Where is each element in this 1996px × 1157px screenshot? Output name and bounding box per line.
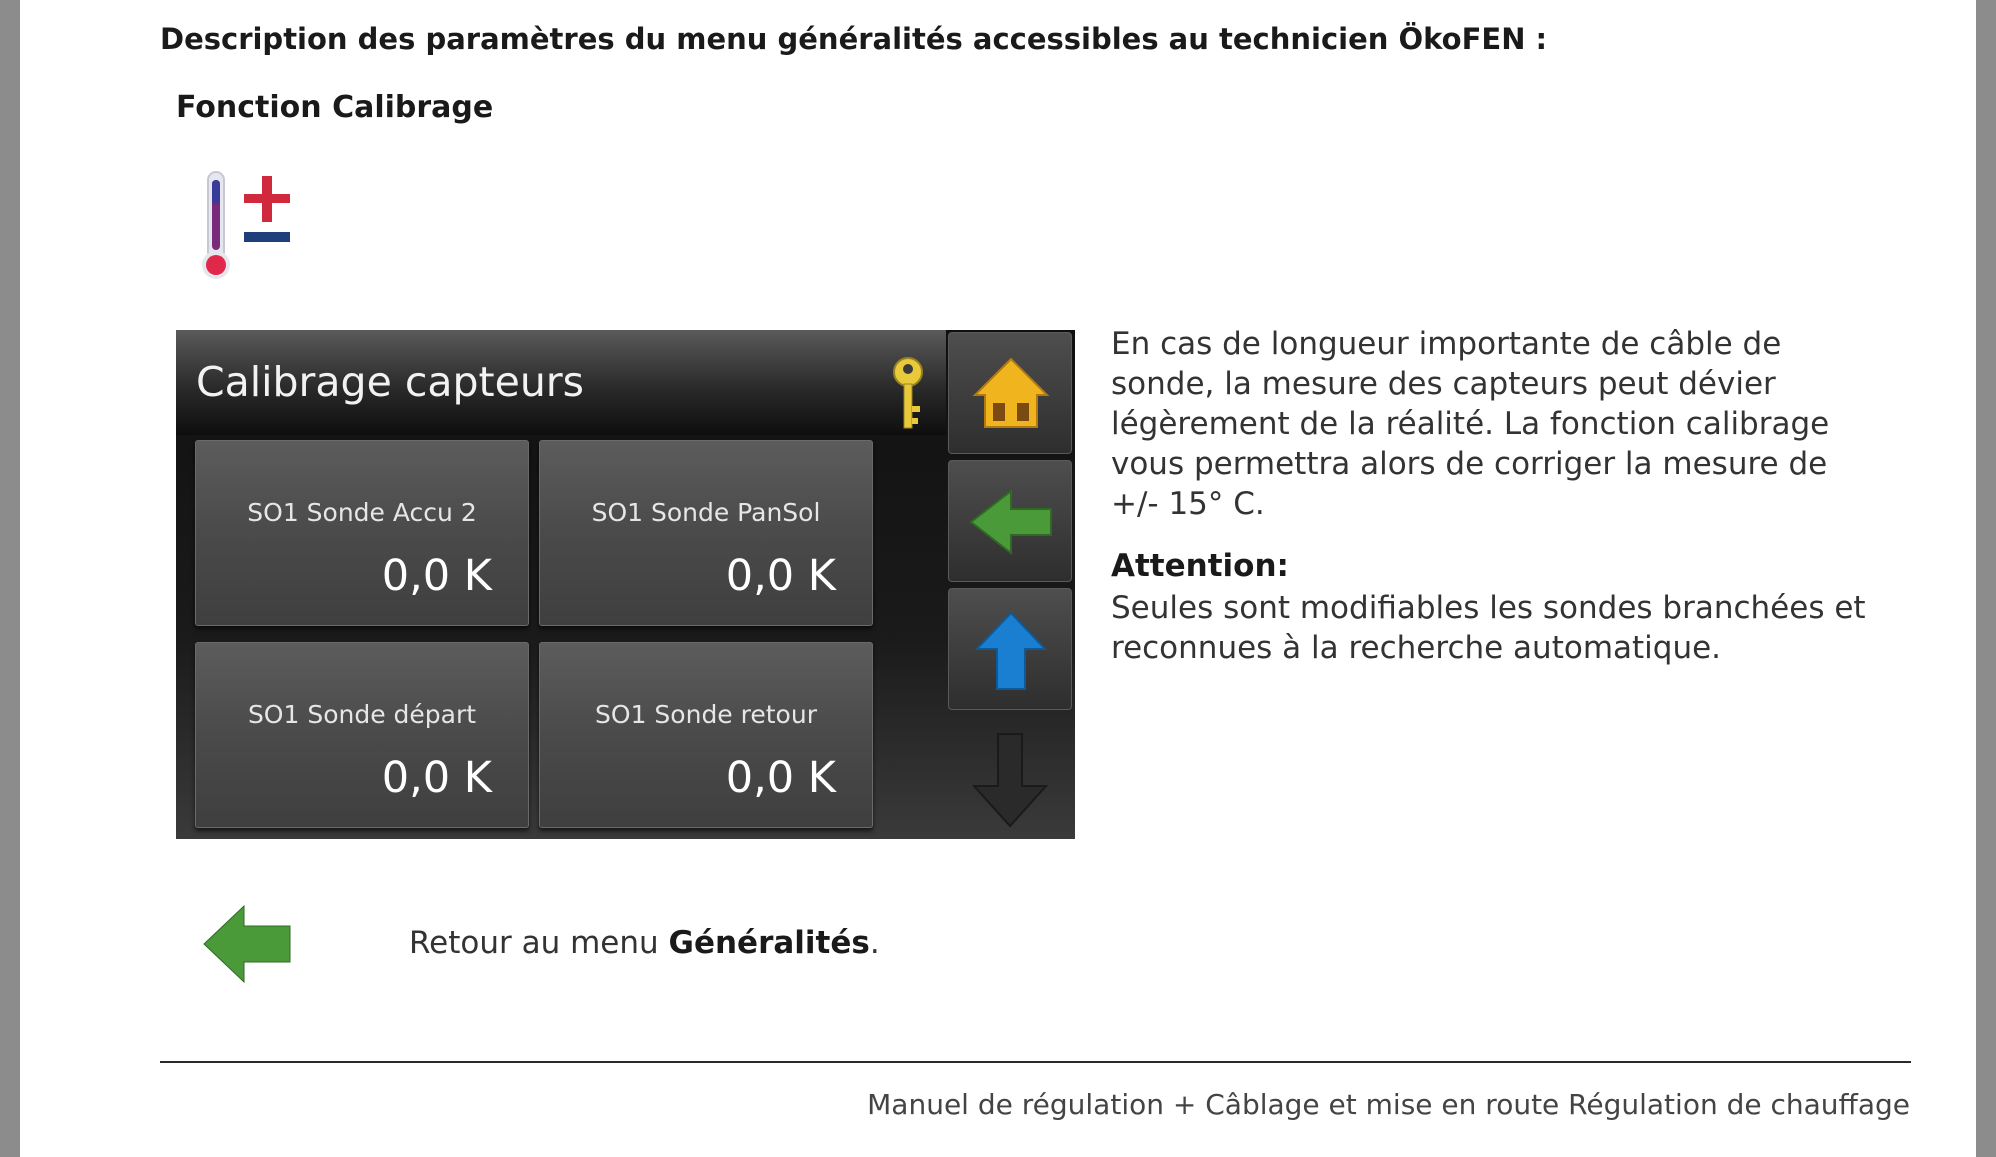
footer-text: Manuel de régulation + Câblage et mise en route Régulation de chauffage [867,1088,1910,1121]
tile-label: SO1 Sonde départ [247,700,477,729]
page-edge-left [0,0,20,1157]
sensor-tile-pansol[interactable] [539,440,873,626]
back-arrow-icon [967,479,1055,565]
sensor-tile-retour[interactable] [539,642,873,828]
tile-label: SO1 Sonde retour [595,700,817,729]
attention-title: Attention: [1111,548,1289,584]
screen-title: Calibrage capteurs [196,358,585,406]
sensor-tile-depart[interactable] [195,642,529,828]
attention-text: Seules sont modifiables les sondes branchées et reconnues à la recherche automatique. [1111,590,1866,666]
description-text: En cas de longueur importante de câble de sonde, la mesure des capteurs peut dévier légèrement de la réalité. La fonction calibrage vous permettra alors de corriger la mesure de +/- 15° C. [1111,326,1830,522]
home-icon [967,351,1055,437]
sensor-tile-accu2[interactable] [195,440,529,626]
tile-value: 0,0 K [725,753,836,803]
up-arrow-icon [967,607,1055,693]
scroll-up-button[interactable] [948,588,1072,710]
section-title: Fonction Calibrage [176,90,494,125]
screen-header [176,330,946,435]
back-text-suffix: . [869,925,880,961]
home-button[interactable] [948,332,1072,454]
tile-value: 0,0 K [725,551,836,601]
back-menu-name: Généralités [668,925,870,961]
back-button[interactable] [948,460,1072,582]
tile-label: SO1 Sonde PanSol [591,498,821,527]
footer-divider [160,1061,1911,1063]
key-icon [888,356,928,436]
back-text-prefix: Retour au menu [409,925,669,961]
scroll-down-button[interactable] [958,730,1062,830]
page-edge-right [1976,0,1996,1157]
tile-value: 0,0 K [381,551,492,601]
touch-screen [176,330,1075,839]
tile-value: 0,0 K [381,753,492,803]
tile-label: SO1 Sonde Accu 2 [247,498,477,527]
page-heading: Description des paramètres du menu généralités accessibles au technicien ÖkoFEN : [160,22,1548,56]
thermometer-plus-minus-icon [200,168,300,286]
back-arrow-icon [200,900,294,988]
back-instruction [409,925,880,961]
